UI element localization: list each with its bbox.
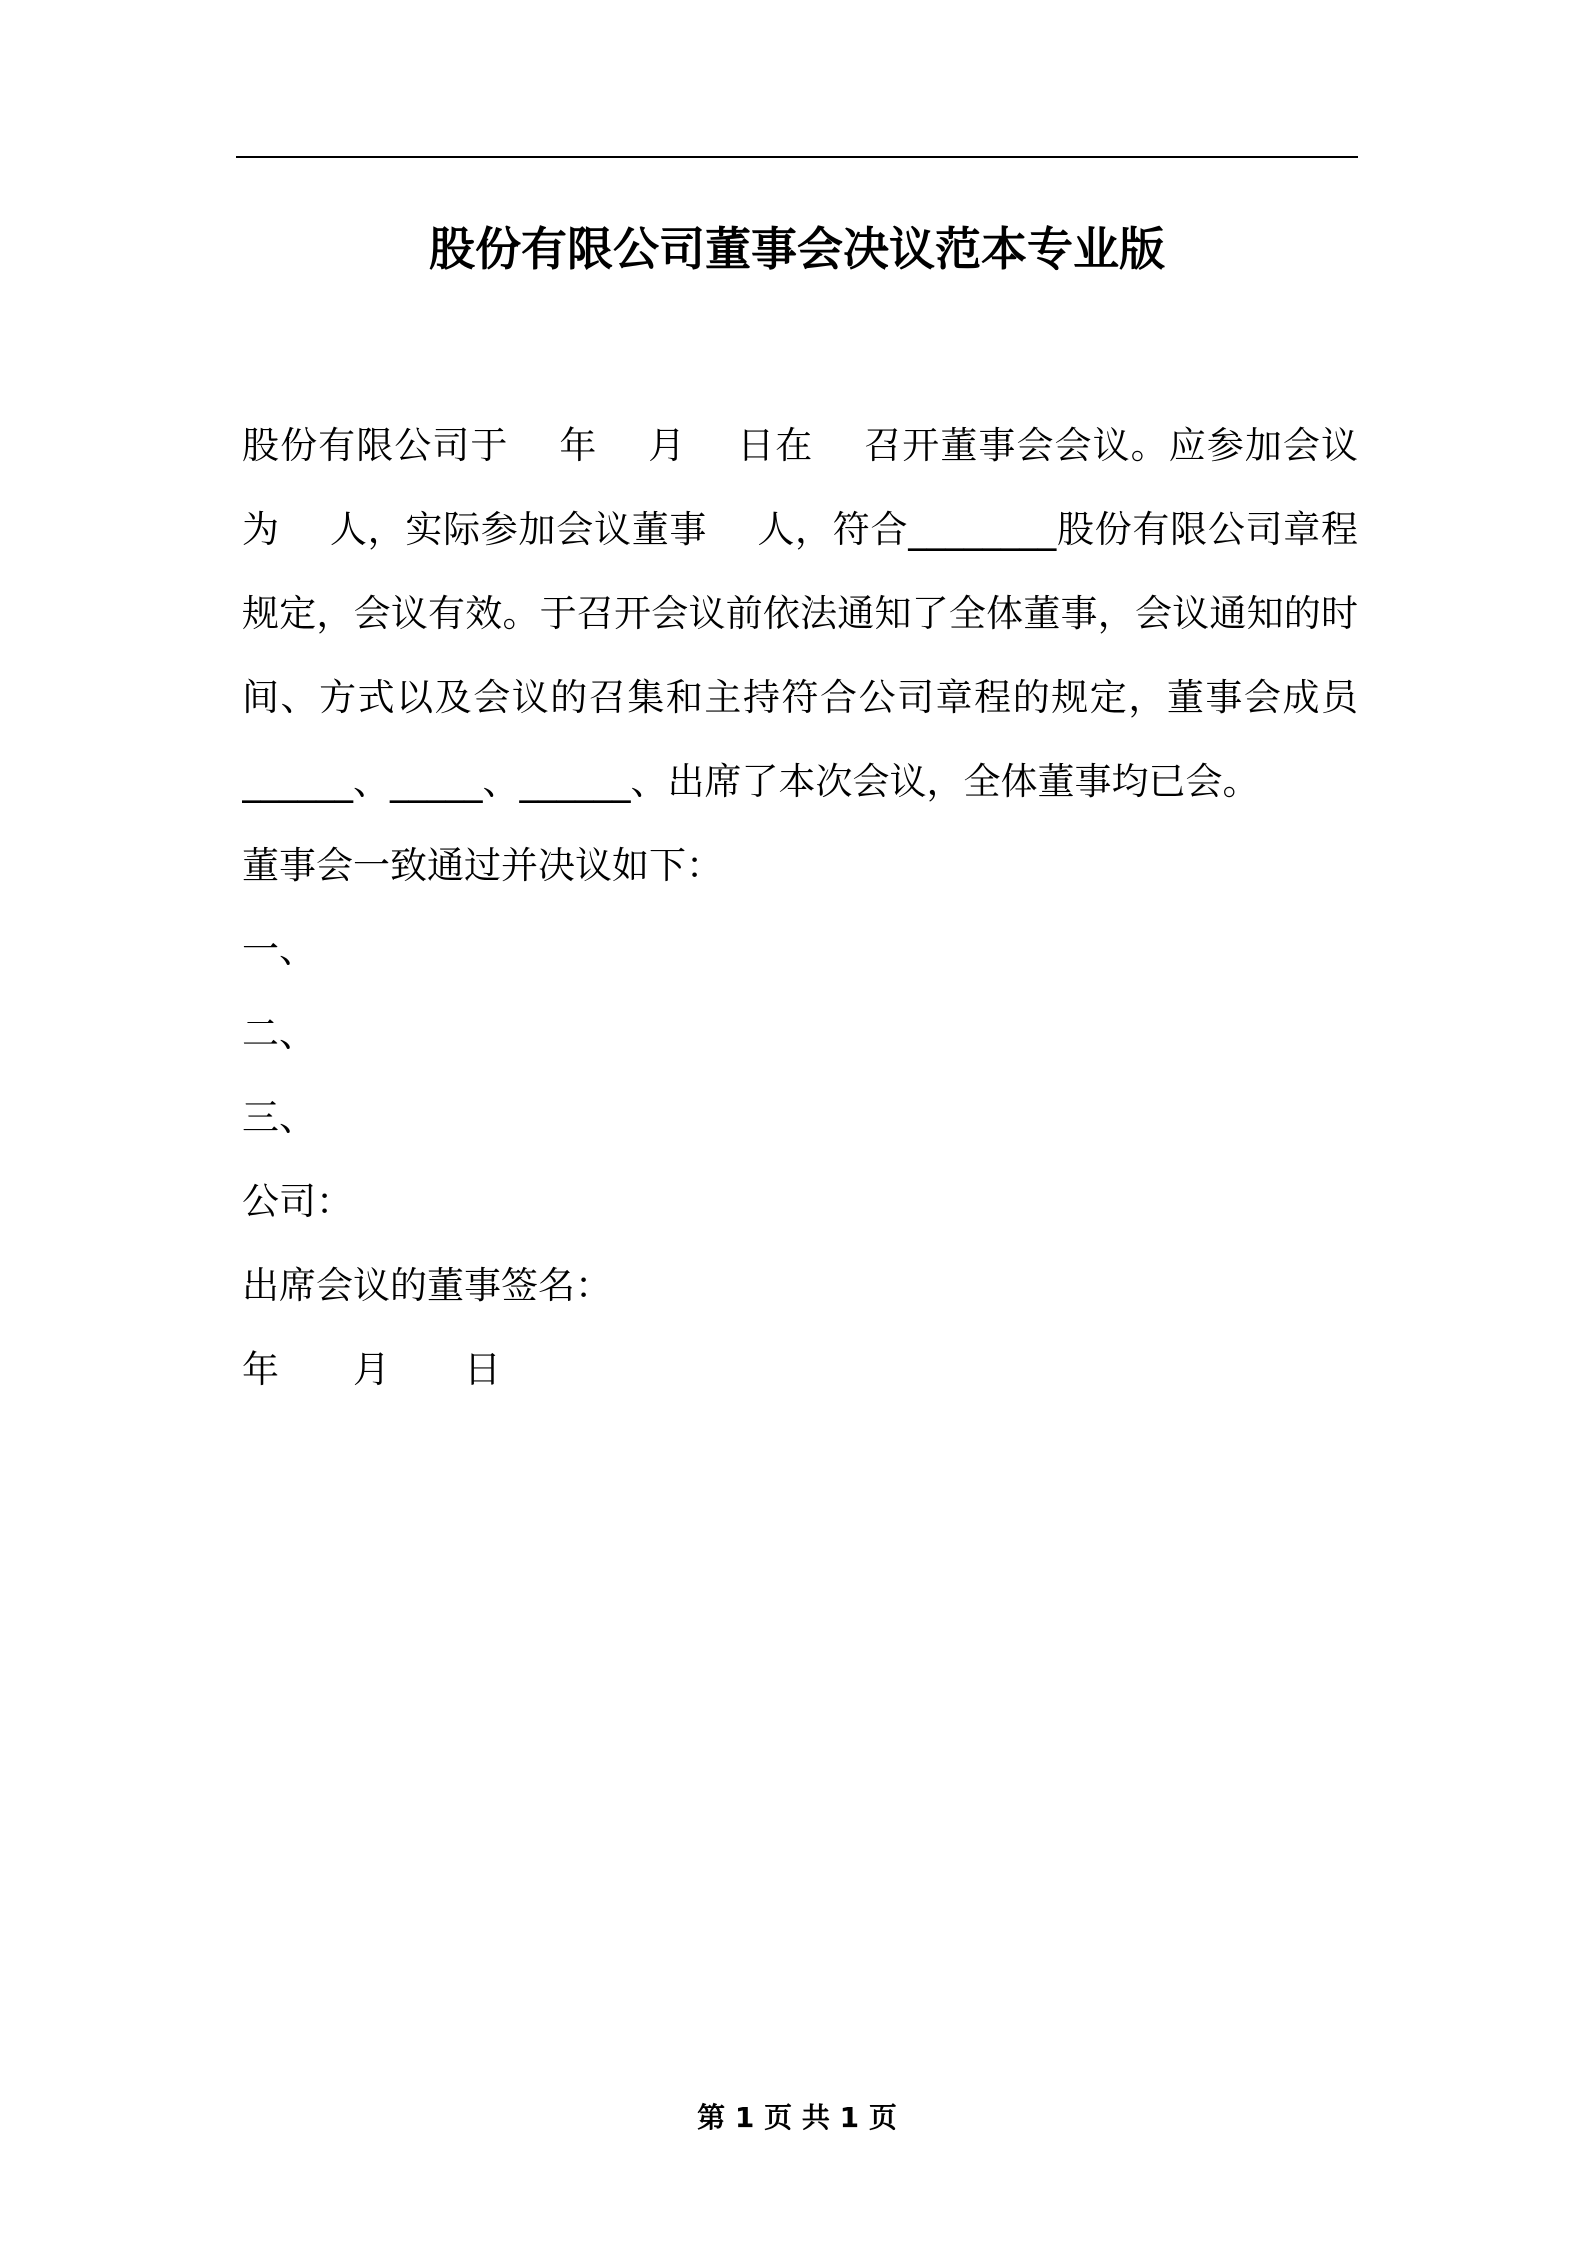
- paragraph-line: 股份有限公司于 年 月 日在 召开董事会会议。应参加会议: [242, 424, 1358, 467]
- signature-label: 出席会议的董事签名：: [242, 1264, 612, 1307]
- resolution-item: 二、: [242, 1012, 316, 1055]
- paragraph-line: 规定，会议有效。于召开会议前依法通知了全体董事，会议通知的时: [242, 592, 1358, 635]
- resolution-item: 三、: [242, 1096, 316, 1139]
- document-body: [242, 404, 1358, 1412]
- paragraph-line: ______、_____、______、出席了本次会议，全体董事均已会。: [242, 760, 1260, 803]
- date-line: 年 月 日: [242, 1348, 501, 1391]
- company-label: 公司：: [242, 1180, 353, 1223]
- page-number: 第 1 页 共 1 页: [697, 2101, 897, 2134]
- paragraph-line: 间、方式以及会议的召集和主持符合公司章程的规定，董事会成员: [242, 676, 1358, 719]
- document-title: 股份有限公司董事会决议范本专业版: [429, 222, 1165, 276]
- paragraph-line: 为 人，实际参加会议董事 人，符合________股份有限公司章程: [242, 508, 1358, 551]
- resolution-item: 一、: [242, 928, 316, 971]
- resolution-intro: 董事会一致通过并决议如下：: [242, 844, 723, 887]
- header-rule: [236, 156, 1358, 158]
